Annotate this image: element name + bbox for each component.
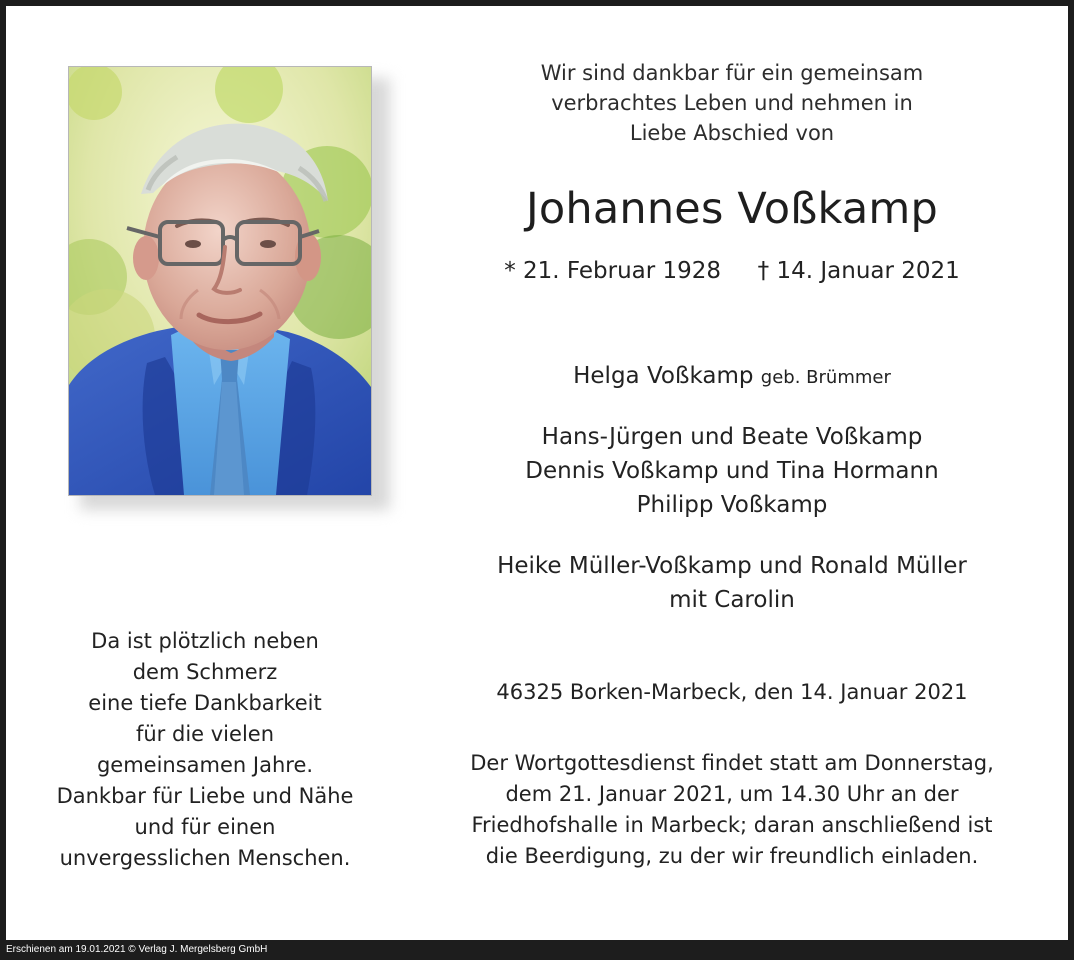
family-line: mit Carolin (669, 587, 795, 613)
service-line: Friedhofshalle in Marbeck; daran anschließend ist (471, 813, 993, 837)
relatives-list (420, 549, 1044, 617)
memorial-poem (20, 626, 390, 874)
children-list (420, 420, 1044, 522)
intro-line: Wir sind dankbar für ein gemeinsam (540, 61, 924, 85)
service-line: dem 21. Januar 2021, um 14.30 Uhr an der (505, 782, 959, 806)
intro-line: Liebe Abschied von (629, 121, 835, 145)
poem-line: für die vielen (135, 722, 275, 746)
poem-line: Dankbar für Liebe und Nähe (56, 784, 354, 808)
poem-line: Da ist plötzlich neben (91, 629, 319, 653)
place-date: 46325 Borken-Marbeck, den 14. Januar 2021 (496, 680, 968, 704)
poem-line: und für einen (134, 815, 276, 839)
portrait-illustration (69, 67, 371, 495)
spouse-line (420, 360, 1044, 394)
poem-line: unvergesslichen Menschen. (59, 846, 351, 870)
service-line: die Beerdigung, zu der wir freundlich einladen. (485, 844, 979, 868)
family-line: Dennis Voßkamp und Tina Hormann (525, 458, 939, 484)
poem-line: eine tiefe Dankbarkeit (88, 691, 322, 715)
publication-footer: Erschienen am 19.01.2021 © Verlag J. Mergelsberg GmbH (6, 944, 268, 955)
spouse-name: Helga Voßkamp (573, 363, 754, 389)
portrait-photo (68, 66, 372, 496)
deceased-name: Johannes Voßkamp (526, 184, 938, 234)
family-line: Heike Müller-Voßkamp und Ronald Müller (497, 553, 967, 579)
spouse-birth-name: geb. Brümmer (760, 367, 891, 388)
family-line: Philipp Voßkamp (636, 492, 828, 518)
poem-line: gemeinsamen Jahre. (96, 753, 314, 777)
intro-text (452, 58, 1012, 148)
death-date: † 14. Januar 2021 (757, 258, 960, 284)
life-dates (420, 255, 1044, 287)
birth-date: * 21. Februar 1928 (504, 258, 722, 284)
service-line: Der Wortgottesdienst findet statt am Donnerstag, (470, 751, 994, 775)
poem-line: dem Schmerz (132, 660, 278, 684)
intro-line: verbrachtes Leben und nehmen in (551, 91, 913, 115)
service-info (410, 748, 1054, 872)
family-line: Hans-Jürgen und Beate Voßkamp (541, 424, 923, 450)
